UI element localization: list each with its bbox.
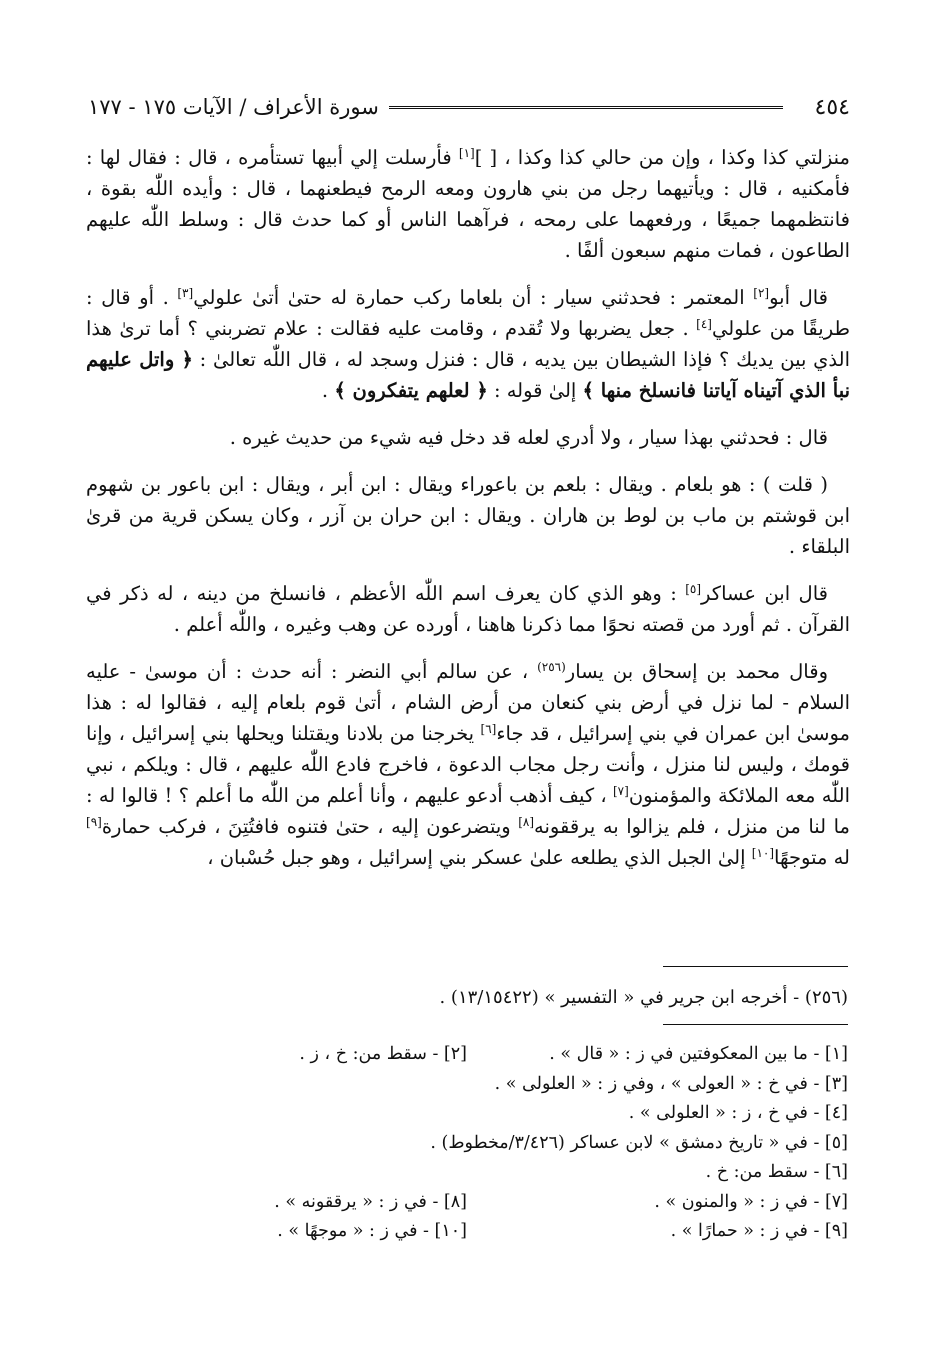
text-span: منزلتي كذا وكذا ، وإن من حالي كذا وكذا ، [ ] (474, 146, 850, 169)
text-span: . (321, 379, 335, 402)
notes-divider (663, 1024, 848, 1025)
text-span: . جعل يضربها ولا تُقدم ، وقامت عليه فقالت : علام تضربني ؟ أما ترىٰ هذا الذي بين يديك ؟ فإذا الشيطان بين يديه ، قال : فنزل وسجد له ، قال اللّٰه تعالىٰ : (86, 317, 850, 371)
note-9: [٩] - في ز : « حمارًا » . (670, 1221, 848, 1241)
note-1: [١] - ما بين المعكوفتين في ز : « قال » . (549, 1044, 848, 1064)
text-span: فأرسلت إلي أبيها تستأمره ، قال : فقال لها : فأمكنيه ، قال : ويأتيهما رجل من بني هارون ومعه الرمح فيطعنهما ، قال : وأيده اللّٰه بقوة ، فانتظمهما جميعًا ، ورفعهما على رمحه ، فرآهما الناس أو كما حدث قال : وسلط اللّٰه عليهم الطاعون ، فمات منهم سبعون ألفًا . (86, 146, 850, 262)
paragraph-1 (86, 142, 850, 266)
text-span: إلىٰ قوله : (487, 379, 583, 402)
paragraph-2 (86, 282, 850, 406)
text-span: إلىٰ الجبل الذي يطلعه علىٰ عسكر بني إسرائيل ، وهو جبل حُسْبان ، (207, 846, 752, 869)
page-number: ٤٥٤ (814, 94, 850, 120)
note-marker-1[interactable]: [١] (458, 146, 475, 160)
note-row (86, 1040, 848, 1070)
paragraph-6 (86, 656, 850, 873)
quran-verse: ﴿ واتل عليهم نبأ الذي آتيناه آياتنا فانسلخ منها ﴾ (86, 348, 850, 402)
running-title: سورة الأعراف / الآيات ١٧٥ - ١٧٧ (88, 95, 379, 119)
hadith-footnote: (٢٥٦) - أخرجه ابن جرير في « التفسير » (١٣/١٥٤٢٢) . (439, 987, 848, 1008)
note-marker-6[interactable]: [٦] (480, 722, 497, 736)
note-marker-10[interactable]: [١٠] (751, 846, 775, 860)
note-marker-9[interactable]: [٩] (86, 815, 102, 829)
note-row (86, 1158, 848, 1188)
note-3: [٣] - في خ : « العولى » ، وفي ز : « العلولى » . (494, 1073, 848, 1094)
critical-apparatus (86, 1040, 848, 1247)
text-span: ، عن سالم أبي النضر : أنه حدث : أن موسىٰ - عليه السلام - لما نزل في أرض بني كنعان من أرض الشام ، أتىٰ قوم بلعام إليه ، فقالوا له : هذا موسىٰ ابن عمران في بني إسرائيل ، قد جاء (86, 660, 850, 745)
note-marker-8[interactable]: [٨] (518, 815, 535, 829)
note-8: [٨] - في ز : « يرققونه » . (274, 1191, 467, 1212)
paragraph-3: قال : فحدثني بهذا سيار ، ولا أدري لعله قد دخل فيه شيء من حديث غيره . (229, 426, 828, 449)
text-span: ويتضرعون إليه ، حتىٰ فتنوه فافتُتِنَ ، فركب حمارة (101, 815, 519, 838)
note-marker-3[interactable]: [٣] (177, 286, 194, 300)
note-marker-5[interactable]: [٥] (685, 582, 702, 596)
footnote-divider (663, 966, 848, 967)
note-row (86, 1129, 848, 1159)
note-10: [١٠] - في ز : « موجهًا » . (277, 1221, 467, 1241)
header-rule (389, 106, 783, 109)
note-row (86, 1070, 848, 1100)
note-6: [٦] - سقط من: خ . (705, 1162, 848, 1182)
note-row (86, 1099, 848, 1129)
text-span: يخرجنا من بلادنا ويقتلنا ويحلها بني إسرائيل ، وإنا قومك ، وليس لنا منزل ، وأنت رجل مجاب الدعوة ، فاخرج فادع اللّٰه عليهم ، قال : ويلكم ، نبي اللّٰه معه الملائكة والمؤمنون (86, 722, 850, 807)
text-span: المعتمر : فحدثني سيار : أن بلعاما ركب حمارة له حتىٰ أتىٰ علولي (193, 286, 754, 309)
note-marker-4[interactable]: [٤] (696, 317, 712, 331)
running-header (88, 92, 850, 122)
text-span: له متوجهًا (774, 846, 850, 869)
text-span: : وهو الذي كان يعرف اسم اللّٰه الأعظم ، فانسلخ من دينه ، له ذكر في القرآن . ثم أورد من قصته نحوًا مما ذكرنا هاهنا ، أورده عن وهب وغيره ، واللّٰه أعلم . (86, 582, 850, 636)
note-4: [٤] - في خ ، ز : « العلولى » . (628, 1103, 848, 1123)
text-span: وقال محمد بن إسحاق بن يسار (565, 660, 828, 683)
note-row (86, 1217, 848, 1247)
note-5: [٥] - في « تاريخ دمشق » لابن عساكر (٣/٤٢٦/مخطوط) . (430, 1132, 848, 1153)
note-marker-2[interactable]: [٢] (753, 286, 770, 300)
note-7: [٧] - في ز : « والمنون » . (654, 1191, 848, 1212)
note-row (86, 1188, 848, 1218)
quran-verse: ﴿ لعلهم يتفكرون ﴾ (334, 379, 488, 402)
paragraph-5 (86, 578, 850, 640)
hadith-number-marker[interactable]: (٢٥٦) (537, 660, 566, 674)
main-text (86, 142, 850, 889)
paragraph-4: ( قلت ) : هو بلعام . ويقال : بلعم بن باعوراء ويقال : ابن أبر ، ويقال : ابن باعور بن شهوم ابن قوشتم بن ماب بن لوط بن هاران . ويقال : ابن حران بن آزر ، وكان يسكن قرية من قرىٰ البلقاء . (86, 473, 850, 558)
text-span: . أو قال : طريقًا من علولي (86, 286, 850, 340)
text-span: قال ابن عساكر (701, 582, 828, 605)
note-2: [٢] - سقط من: خ ، ز . (299, 1044, 467, 1064)
text-span: قال أبو (769, 286, 829, 309)
text-span: ، كيف أذهب أدعو عليهم ، وأنا أعلم من اللّٰه ما أعلم ؟ ! قالوا له : ما لنا من منزل ، فلم يزالوا به يرققونه (86, 784, 850, 838)
note-marker-7[interactable]: [٧] (612, 784, 629, 798)
